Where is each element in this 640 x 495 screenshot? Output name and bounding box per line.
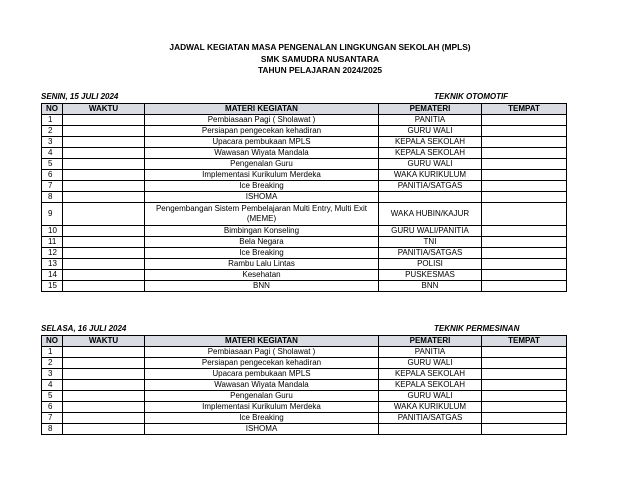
waktu-cell	[63, 402, 145, 413]
row-number: 13	[42, 259, 63, 270]
row-number: 5	[42, 391, 63, 402]
tempat-cell	[482, 402, 567, 413]
table-row	[42, 237, 567, 248]
column-header-waktu: WAKTU	[63, 104, 145, 115]
row-number: 2	[42, 126, 63, 137]
pemateri-cell: WAKA KURIKULUM	[379, 170, 482, 181]
table-row	[42, 148, 567, 159]
pemateri-cell: PANITIA/SATGAS	[379, 413, 482, 424]
pemateri-cell: GURU WALI	[379, 159, 482, 170]
pemateri-cell: GURU WALI	[379, 391, 482, 402]
pemateri-cell: PANITIA	[379, 115, 482, 126]
waktu-cell	[63, 192, 145, 203]
pemateri-cell: PUSKESMAS	[379, 270, 482, 281]
materi-cell: Persiapan pengecekan kehadiran	[145, 126, 379, 137]
row-number: 9	[42, 203, 63, 226]
row-number: 3	[42, 369, 63, 380]
table-row	[42, 203, 567, 226]
row-number: 8	[42, 424, 63, 435]
pemateri-cell: PANITIA/SATGAS	[379, 248, 482, 259]
table-row	[42, 358, 567, 369]
table-row	[42, 391, 567, 402]
tempat-cell	[482, 424, 567, 435]
row-number: 1	[42, 115, 63, 126]
table-row	[42, 159, 567, 170]
day-label: SENIN, 15 JULI 2024	[41, 92, 119, 101]
waktu-cell	[63, 203, 145, 226]
tempat-cell	[482, 226, 567, 237]
pemateri-cell	[379, 424, 482, 435]
pemateri-cell: KEPALA SEKOLAH	[379, 148, 482, 159]
materi-cell: Wawasan Wiyata Mandala	[145, 380, 379, 391]
tempat-cell	[482, 203, 567, 226]
waktu-cell	[63, 137, 145, 148]
row-number: 14	[42, 270, 63, 281]
pemateri-cell	[379, 192, 482, 203]
table-row	[42, 181, 567, 192]
table-row	[42, 248, 567, 259]
waktu-cell	[63, 424, 145, 435]
day-label: SELASA, 16 JULI 2024	[41, 324, 127, 333]
table-header-row	[42, 336, 567, 347]
row-number: 4	[42, 148, 63, 159]
row-number: 6	[42, 402, 63, 413]
table-row	[42, 424, 567, 435]
pemateri-cell: PANITIA/SATGAS	[379, 181, 482, 192]
materi-cell: Pembiasaan Pagi ( Sholawat )	[145, 347, 379, 358]
pemateri-cell: BNN	[379, 281, 482, 292]
waktu-cell	[63, 237, 145, 248]
pemateri-cell: GURU WALI	[379, 126, 482, 137]
waktu-cell	[63, 281, 145, 292]
materi-cell: ISHOMA	[145, 192, 379, 203]
document-header	[0, 42, 640, 77]
section-heading	[41, 324, 566, 335]
tempat-cell	[482, 369, 567, 380]
row-number: 12	[42, 248, 63, 259]
waktu-cell	[63, 126, 145, 137]
pemateri-cell: PANITIA	[379, 347, 482, 358]
waktu-cell	[63, 347, 145, 358]
column-header-no: NO	[42, 336, 63, 347]
table-row	[42, 281, 567, 292]
materi-cell: Kesehatan	[145, 270, 379, 281]
row-number: 6	[42, 170, 63, 181]
table-row	[42, 226, 567, 237]
table-row	[42, 192, 567, 203]
row-number: 15	[42, 281, 63, 292]
materi-cell: Upacara pembukaan MPLS	[145, 369, 379, 380]
schedule-table	[41, 103, 567, 292]
tempat-cell	[482, 281, 567, 292]
waktu-cell	[63, 259, 145, 270]
column-header-tempat: TEMPAT	[482, 336, 567, 347]
table-row	[42, 347, 567, 358]
column-header-pemateri: PEMATERI	[379, 104, 482, 115]
document-title: JADWAL KEGIATAN MASA PENGENALAN LINGKUNGAN SEKOLAH (MPLS)	[169, 42, 471, 52]
tempat-cell	[482, 126, 567, 137]
row-number: 5	[42, 159, 63, 170]
tempat-cell	[482, 181, 567, 192]
column-header-no: NO	[42, 104, 63, 115]
department-label: TEKNIK OTOMOTIF	[434, 92, 509, 101]
table-row	[42, 369, 567, 380]
column-header-waktu: WAKTU	[63, 336, 145, 347]
waktu-cell	[63, 226, 145, 237]
tempat-cell	[482, 148, 567, 159]
table-row	[42, 115, 567, 126]
pemateri-cell: WAKA KURIKULUM	[379, 402, 482, 413]
waktu-cell	[63, 380, 145, 391]
materi-cell: Implementasi Kurikulum Merdeka	[145, 402, 379, 413]
materi-cell: Pengenalan Guru	[145, 391, 379, 402]
tempat-cell	[482, 115, 567, 126]
table-row	[42, 259, 567, 270]
pemateri-cell: GURU WALI	[379, 358, 482, 369]
materi-cell: Pengembangan Sistem Pembelajaran Multi Entry, Multi Exit (MEME)	[145, 203, 379, 226]
tempat-cell	[482, 137, 567, 148]
materi-cell: Ice Breaking	[145, 248, 379, 259]
materi-cell: Rambu Lalu Lintas	[145, 259, 379, 270]
table-row	[42, 137, 567, 148]
row-number: 10	[42, 226, 63, 237]
school-name: SMK SAMUDRA NUSANTARA	[260, 53, 380, 64]
pemateri-cell: WAKA HUBIN/KAJUR	[379, 203, 482, 226]
row-number: 7	[42, 181, 63, 192]
waktu-cell	[63, 358, 145, 369]
materi-cell: Bimbingan Konseling	[145, 226, 379, 237]
materi-cell: Pengenalan Guru	[145, 159, 379, 170]
pemateri-cell: POLISI	[379, 259, 482, 270]
row-number: 4	[42, 380, 63, 391]
table-row	[42, 402, 567, 413]
materi-cell: Ice Breaking	[145, 181, 379, 192]
materi-cell: Persiapan pengecekan kehadiran	[145, 358, 379, 369]
tempat-cell	[482, 413, 567, 424]
tempat-cell	[482, 358, 567, 369]
pemateri-cell: KEPALA SEKOLAH	[379, 137, 482, 148]
tempat-cell	[482, 159, 567, 170]
pemateri-cell: KEPALA SEKOLAH	[379, 369, 482, 380]
schedule-section-day2	[41, 324, 566, 435]
schedule-table	[41, 335, 567, 435]
row-number: 3	[42, 137, 63, 148]
column-header-pemateri: PEMATERI	[379, 336, 482, 347]
row-number: 1	[42, 347, 63, 358]
tempat-cell	[482, 237, 567, 248]
materi-cell: Bela Negara	[145, 237, 379, 248]
waktu-cell	[63, 148, 145, 159]
column-header-materi: MATERI KEGIATAN	[145, 104, 379, 115]
materi-cell: ISHOMA	[145, 424, 379, 435]
tempat-cell	[482, 270, 567, 281]
materi-cell: Upacara pembukaan MPLS	[145, 137, 379, 148]
row-number: 8	[42, 192, 63, 203]
pemateri-cell: KEPALA SEKOLAH	[379, 380, 482, 391]
row-number: 11	[42, 237, 63, 248]
waktu-cell	[63, 270, 145, 281]
tempat-cell	[482, 380, 567, 391]
waktu-cell	[63, 159, 145, 170]
table-row	[42, 270, 567, 281]
row-number: 7	[42, 413, 63, 424]
materi-cell: Pembiasaan Pagi ( Sholawat )	[145, 115, 379, 126]
materi-cell: Implementasi Kurikulum Merdeka	[145, 170, 379, 181]
table-row	[42, 413, 567, 424]
materi-cell: Wawasan Wiyata Mandala	[145, 148, 379, 159]
row-number: 2	[42, 358, 63, 369]
column-header-materi: MATERI KEGIATAN	[145, 336, 379, 347]
waktu-cell	[63, 248, 145, 259]
tempat-cell	[482, 347, 567, 358]
waktu-cell	[63, 413, 145, 424]
pemateri-cell: GURU WALI/PANITIA	[379, 226, 482, 237]
pemateri-cell: TNI	[379, 237, 482, 248]
materi-cell: BNN	[145, 281, 379, 292]
materi-cell: Ice Breaking	[145, 413, 379, 424]
tempat-cell	[482, 248, 567, 259]
tempat-cell	[482, 259, 567, 270]
waktu-cell	[63, 391, 145, 402]
schedule-section-day1	[41, 92, 566, 292]
column-header-tempat: TEMPAT	[482, 104, 567, 115]
tempat-cell	[482, 170, 567, 181]
academic-year: TAHUN PELAJARAN 2024/2025	[257, 65, 383, 75]
department-label: TEKNIK PERMESINAN	[434, 324, 520, 333]
tempat-cell	[482, 192, 567, 203]
table-row	[42, 380, 567, 391]
waktu-cell	[63, 369, 145, 380]
waktu-cell	[63, 170, 145, 181]
table-header-row	[42, 104, 567, 115]
table-row	[42, 170, 567, 181]
table-row	[42, 126, 567, 137]
tempat-cell	[482, 391, 567, 402]
waktu-cell	[63, 115, 145, 126]
section-heading	[41, 92, 566, 103]
waktu-cell	[63, 181, 145, 192]
